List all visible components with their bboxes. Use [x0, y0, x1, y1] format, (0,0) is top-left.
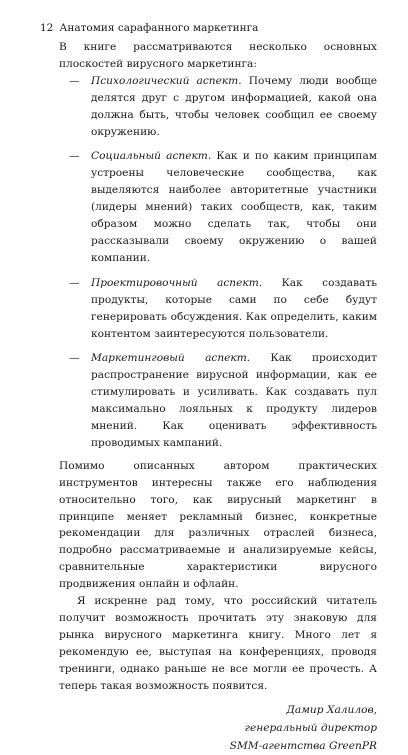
book-title: Анатомия сарафанного маркетинга	[59, 22, 259, 34]
dash-bullet: —	[69, 150, 80, 163]
dash-bullet: —	[69, 74, 80, 87]
intro-paragraph: В книге рассматриваются несколько основных плоскостей вирусного маркетинга:	[59, 41, 377, 70]
list-item	[59, 275, 377, 343]
main-text	[59, 39, 377, 755]
list-item	[59, 73, 377, 141]
paragraph-recommendation: Я искренне рад тому, что российский читатель получит возможность прочитать эту знаковую для рынка вирусного маркетинга книгу. Много лет я рекомендую ее, выступая на конференциях, проводя тренинги, однако раньше не все могли ее прочесть. А теперь такая возможность появится.	[59, 595, 377, 692]
signature-position: генеральный директор	[244, 721, 377, 734]
aspects-list	[59, 73, 377, 452]
signature-block	[59, 701, 377, 755]
aspect-term: Психологический аспект.	[91, 74, 242, 87]
aspect-term: Социальный аспект.	[91, 150, 212, 163]
list-item	[59, 148, 377, 266]
signature-name: Дамир Халилов,	[286, 703, 377, 716]
aspect-term: Проектировочный аспект.	[91, 276, 263, 289]
running-header	[40, 21, 258, 35]
signature-company: SMM-агентства GreenPR	[229, 739, 377, 752]
paragraph-tools: Помимо описанных автором практических инструментов интересны также его наблюдения относительно того, как вирусный маркетинг в принципе меняет рекламный бизнес, конкретные рекомендации для различных отраслей бизнеса, подробно рассматриваемые и анализируемые кейсы, сравнительные характеристики вирусного продвижения онлайн и офлайн.	[59, 459, 377, 591]
dash-bullet: —	[69, 276, 80, 289]
aspect-text: Как происходит распространение вирусной информации, как ее стимулировать и усиливать. Как создавать пул максимально лояльных к продукту лидеров мнений. Как оценивать эффективность проводимых кампаний.	[91, 352, 378, 449]
page-number: 12	[40, 22, 54, 34]
aspect-text: Как и по каким принципам устроены человеческие сообщества, как выделяются наиболее авторитетные участники (лидеры мнений) таких сообществ, как, таким образом можно сделать так, чтобы они рассказывали своему окружению о вашей компании.	[91, 150, 378, 264]
list-item	[59, 350, 377, 451]
aspect-text: Как создавать продукты, которые сами по себе будут генерировать обсуждения. Как определить, каким контентом заинтересуются пользователи.	[91, 276, 377, 340]
aspect-term: Маркетинговый аспект.	[91, 352, 251, 365]
aspect-text: Почему люди вообще делятся друг с другом информацией, какой она должна быть, чтобы человек сообщил ее своему окружению.	[91, 74, 378, 138]
dash-bullet: —	[69, 352, 80, 365]
